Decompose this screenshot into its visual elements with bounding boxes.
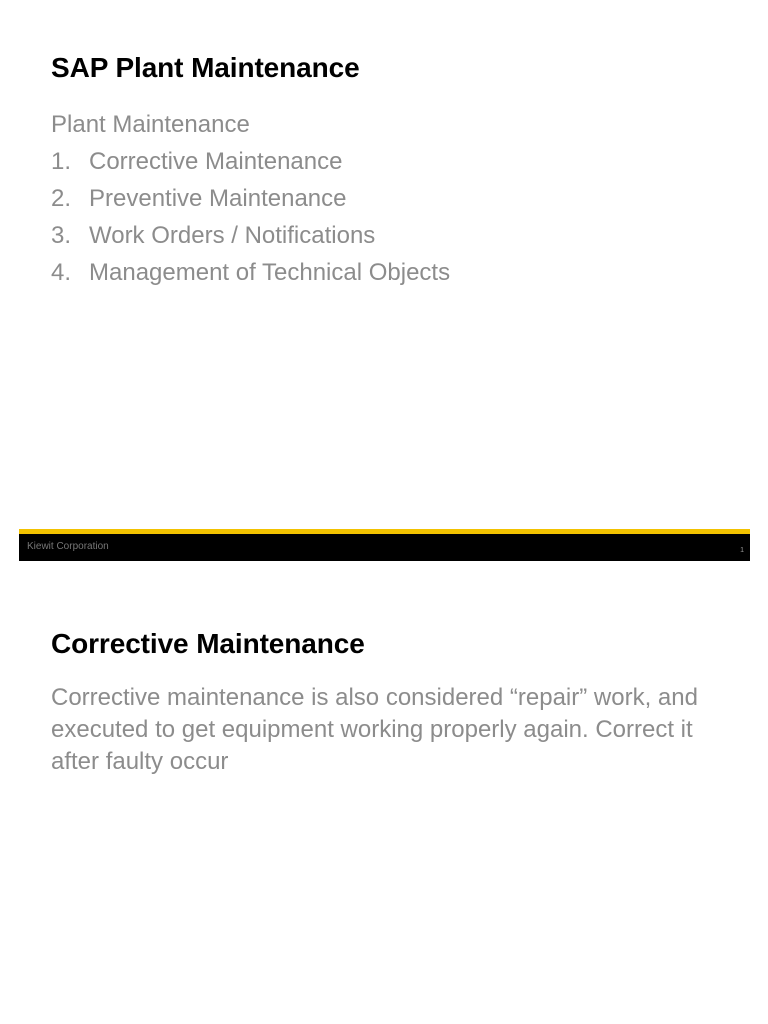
list-item-text: Corrective Maintenance [89, 148, 343, 175]
list-item-text: Management of Technical Objects [89, 259, 451, 286]
slide-sap-plant-maintenance [19, 0, 750, 562]
slide-body-text: Corrective maintenance is also considered “repair” work, and executed to get equipment working properly again. Correct it after faulty occur [51, 684, 698, 775]
slide-content [51, 682, 731, 778]
slide-content [51, 106, 731, 291]
numbered-list [51, 143, 731, 291]
slide-subheading: Plant Maintenance [51, 111, 250, 138]
footer-page-number: 1 [740, 547, 744, 554]
list-item [51, 217, 731, 254]
list-item-number: 4. [51, 259, 72, 286]
list-item-number: 1. [51, 148, 72, 175]
list-item-number: 3. [51, 222, 72, 249]
list-item [51, 254, 731, 291]
slide-footer [19, 534, 750, 561]
list-item-text: Preventive Maintenance [89, 185, 347, 212]
list-item [51, 143, 731, 180]
slide-title: SAP Plant Maintenance [51, 52, 360, 83]
list-item-number: 2. [51, 185, 72, 212]
slide-title: Corrective Maintenance [51, 628, 365, 659]
list-item-text: Work Orders / Notifications [89, 222, 376, 249]
slide-corrective-maintenance [19, 590, 750, 1024]
footer-company-name: Kiewit Corporation [27, 541, 109, 552]
list-item [51, 180, 731, 217]
